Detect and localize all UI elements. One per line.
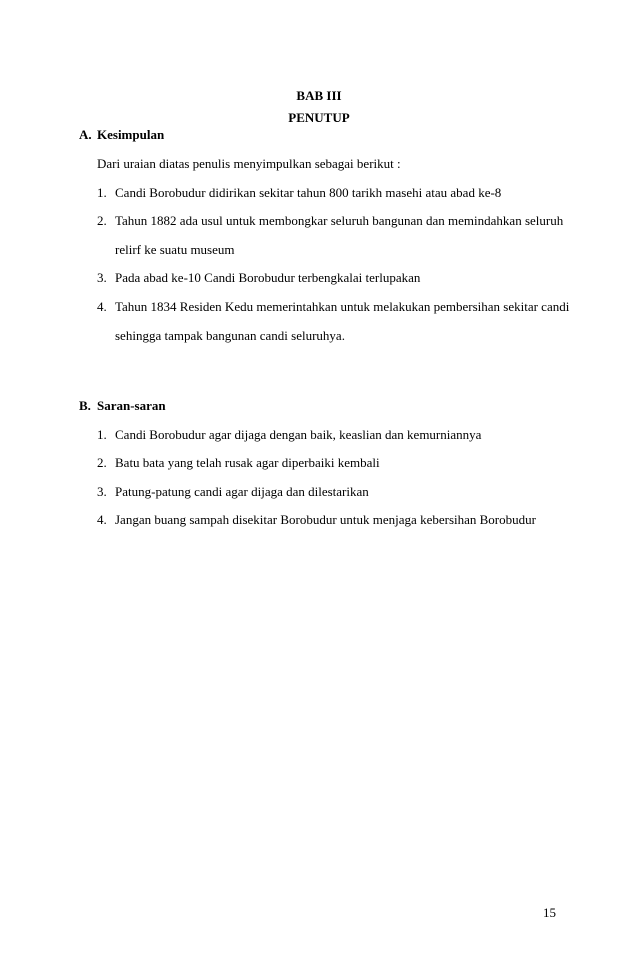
list-item-number: 3. xyxy=(97,270,107,285)
list-item-number: 3. xyxy=(97,484,107,499)
list-item-number: 1. xyxy=(97,427,107,442)
section-a-intro: Dari uraian diatas penulis menyimpulkan sebagai berikut : xyxy=(97,156,401,171)
list-item-number: 4. xyxy=(97,512,107,527)
section-b-marker: B. xyxy=(79,398,91,413)
section-b-title: Saran-saran xyxy=(97,398,166,413)
section-a-title: Kesimpulan xyxy=(97,127,165,142)
list-item-text: Pada abad ke-10 Candi Borobudur terbengkalai terlupakan xyxy=(115,270,421,285)
list-item-text: Candi Borobudur didirikan sekitar tahun 800 tarikh masehi atau abad ke-8 xyxy=(115,185,502,200)
list-item-text: Batu bata yang telah rusak agar diperbaiki kembali xyxy=(115,455,380,470)
chapter-title: PENUTUP xyxy=(288,110,350,125)
list-item-number: 2. xyxy=(97,213,107,228)
list-item-text: Tahun 1834 Residen Kedu memerintahkan untuk melakukan pembersihan sekitar candi xyxy=(115,299,570,314)
list-item-number: 4. xyxy=(97,299,107,314)
list-item-text: Tahun 1882 ada usul untuk membongkar seluruh bangunan dan memindahkan seluruh xyxy=(115,213,564,228)
section-b-heading xyxy=(79,398,166,414)
list-item-text: Jangan buang sampah disekitar Borobudur untuk menjaga kebersihan Borobudur xyxy=(115,512,536,527)
list-item-number: 1. xyxy=(97,185,107,200)
page-number: 15 xyxy=(543,905,556,920)
section-a-heading xyxy=(79,127,164,143)
list-item xyxy=(97,484,369,500)
list-item-continuation: sehingga tampak bangunan candi seluruhya. xyxy=(115,328,345,343)
list-item-number: 2. xyxy=(97,455,107,470)
list-item xyxy=(97,427,481,443)
list-item xyxy=(97,270,420,286)
section-a-marker: A. xyxy=(79,127,92,142)
list-item xyxy=(97,455,380,471)
list-item xyxy=(97,512,536,528)
list-item-continuation: relirf ke suatu museum xyxy=(115,242,235,257)
list-item xyxy=(97,185,501,201)
list-item-text: Patung-patung candi agar dijaga dan dilestarikan xyxy=(115,484,369,499)
chapter-number: BAB III xyxy=(296,88,342,103)
list-item xyxy=(97,299,569,315)
list-item xyxy=(97,213,563,229)
list-item-text: Candi Borobudur agar dijaga dengan baik, keaslian dan kemurniannya xyxy=(115,427,482,442)
